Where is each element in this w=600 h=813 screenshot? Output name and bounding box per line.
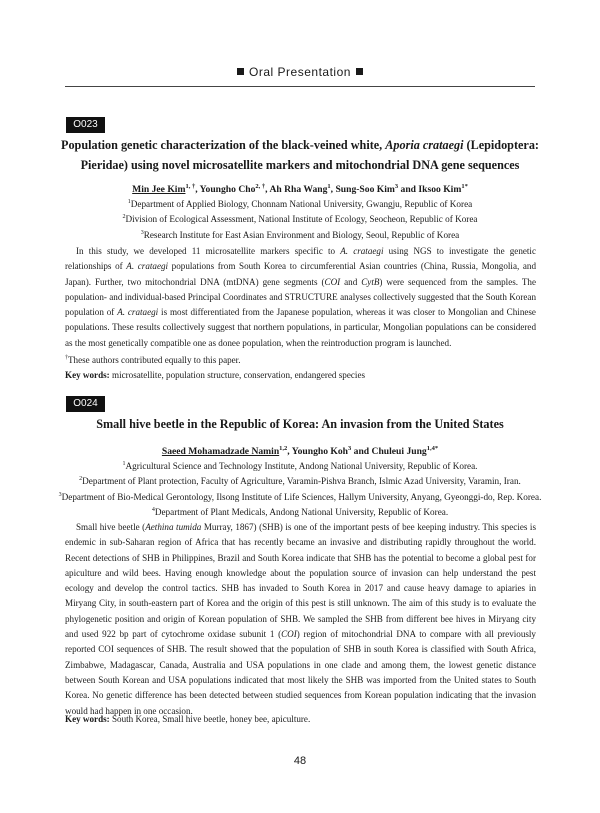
affiliation: $^2$Department of Plant protection, Faculty of Agriculture, Varamin-Pishva Branch, Islmic Azad University, Varamin, Iran. bbox=[79, 476, 521, 487]
author-name: Youngho Koh bbox=[291, 446, 349, 458]
author-name: Saeed Mohamadzade Namin bbox=[161, 446, 280, 458]
affiliation: $^1$Agricultural Science and Technology Institute, Andong National University, Republic of Korea. bbox=[122, 461, 478, 472]
keywords: Key words: microsatellite, population structure, conservation, endangered species bbox=[65, 370, 366, 380]
author-name: Youngho Cho bbox=[199, 184, 256, 196]
keywords-label: Key words: bbox=[65, 714, 110, 724]
author-note: †These authors contributed equally to this paper. bbox=[65, 355, 241, 366]
affiliation: $^2$Division of Ecological Assessment, National Institute of Ecology, Seocheon, Republic of Korea bbox=[122, 214, 478, 225]
abstract-body: Small hive beetle (Aethina tumida Murray, 1867) (SHB) is one of the important pests of bee keeping industry. This species is endemic in sub-Saharan region of Africa that has recently became an invasive and distributing rapidly throughout the world. Recent detections of SHB in Philippines, Brazil and South Korea indicate that SHB has the potential to become a global pest for apiculture and wild bees. Having enough knowledge about the population source of invasion can help understand the pest ecology and develop the control tactics. SHB has invaded to South Korea in 2017 and cause heavy damage to apiaries in Miryang City, in south-eastern part of Korea and the origin of this pest is still unknown. The aim of this study is to evaluate the phylogenetic position and origin of Korean population of SHB. We sampled the SHB from different bee hives in Miryang city and used 922 bp part of cytochrome oxidase subunit 1 (COI) region of mitochondrial DNA to compare with all previously reported COI sequences of SHB. The result showed that the population of SHB in south Korea is classified with South Africa, Zimbabwe, Madagascar, Canada, Australia and USA populations in one clade and among them, the lowest genetic distance between South Korean and USA populations indicated that most likely the SHB was imported from the United states to South Korea. No genetic difference has been detected between studied sequences from Korean population indicating that the invasion would had happen in one occasion. bbox=[65, 522, 536, 716]
affiliation: $^1$Department of Applied Biology, Chonnam National University, Gwangju, Republic of Korea bbox=[127, 199, 473, 210]
header-divider bbox=[65, 86, 535, 87]
section-header-label: Oral Presentation bbox=[249, 65, 351, 79]
title-species: Aporia crataegi bbox=[385, 138, 464, 152]
author-name: Chuleui Jung bbox=[371, 446, 427, 458]
affiliation: $^3$Research Institute for East Asian Environment and Biology, Seoul, Republic of Korea bbox=[140, 229, 460, 240]
author-name: Min Jee Kim bbox=[132, 184, 186, 196]
affiliation-list bbox=[40, 458, 560, 519]
author-name: Ah Rha Wang bbox=[269, 184, 328, 196]
abstract-title: Population genetic characterization of the black-veined white, Aporia crataegi (Lepidoptera: Pieridae) using novel microsatellite markers and mitochondrial DNA gene sequences bbox=[61, 138, 539, 172]
affiliation: $^4$Department of Plant Medicals, Andong National University, Republic of Korea. bbox=[151, 506, 449, 517]
keywords-label: Key words: bbox=[65, 370, 110, 380]
abstract-body: In this study, we developed 11 microsatellite markers specific to A. crataegi using NGS to investigate the genetic relationships of A. crataegi populations from South Korea to circumferential Asian countries (China, Russia, Mongolia, and Japan). Further, two mitochondrial DNA (mtDNA) gene segments (COI and CytB) were sequenced from the samples. The population- and individual-based Principal Coordinates and STRUCTURE analyses collectively suggested that the South Korean population of A. crataegi is most differentiated from the Japanese population, whereas it was closer to Mongolian and Chinese populations. These results collectively suggest that northern populations, in particular, Mongolian populations can be considered as the most genetically compatible one as donee population, when the reintroduction program is launched. bbox=[65, 246, 536, 348]
author-name: Iksoo Kim bbox=[418, 184, 462, 196]
author-name: Sung-Soo Kim bbox=[335, 184, 395, 196]
section-header bbox=[0, 65, 600, 79]
page-number: 48 bbox=[293, 755, 307, 767]
abstract-title: Small hive beetle in the Republic of Korea: An invasion from the United States bbox=[96, 417, 504, 431]
author-list: Min Jee Kim$^{1, \dagger}$, Youngho Cho$^{2, \dagger}$, Ah Rha Wang$^1$, Sung-Soo Kim$^3$ and Iksoo Kim$^{1*}$ bbox=[132, 183, 468, 196]
affiliation: $^3$Department of Bio-Medical Gerontology, Ilsong Institute of Life Sciences, Hallym University, Anyang, Gyeonggi-do, Rep. Korea. bbox=[58, 491, 542, 502]
abstract-code-badge: O024 bbox=[66, 396, 105, 412]
square-bullet-icon bbox=[237, 68, 244, 75]
author-list: Saeed Mohamadzade Namin$^{1,2}$, Youngho Koh$^3$ and Chuleui Jung$^{1,4*}$ bbox=[161, 445, 439, 458]
keywords: Key words: South Korea, Small hive beetle, honey bee, apiculture. bbox=[65, 714, 311, 724]
abstract-code-badge: O023 bbox=[66, 117, 105, 133]
affiliation-list bbox=[40, 196, 560, 242]
square-bullet-icon bbox=[356, 68, 363, 75]
